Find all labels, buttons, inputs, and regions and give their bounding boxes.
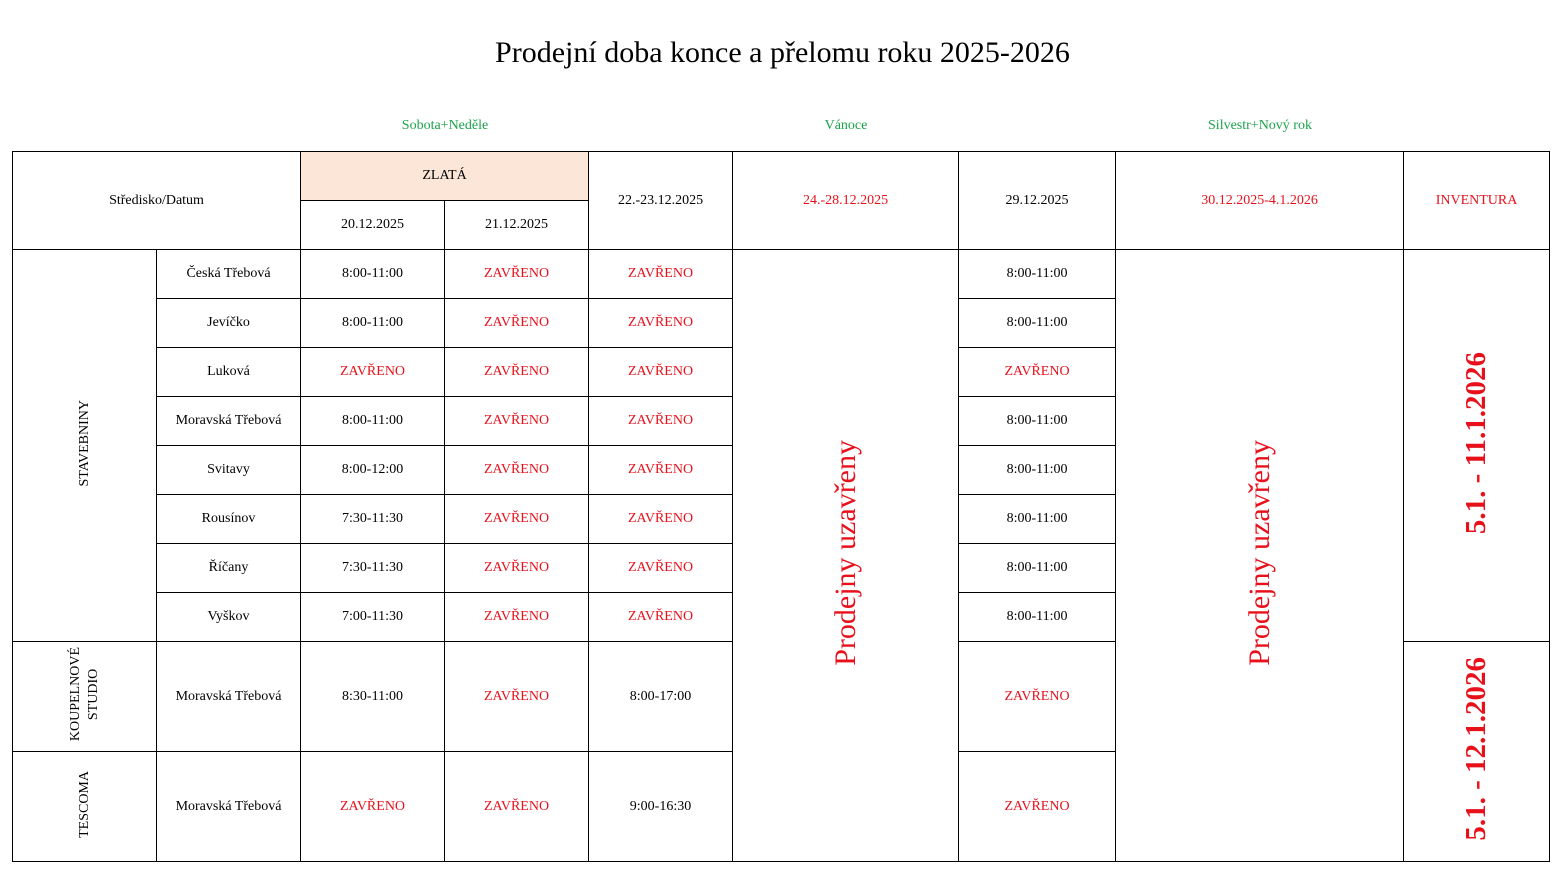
hours-21: ZAVŘENO	[445, 446, 589, 495]
hours-20: 8:00-11:00	[301, 250, 445, 299]
group-koupelnove-text	[67, 647, 103, 741]
header-inventura: INVENTURA	[1404, 152, 1550, 250]
header-date-22-23: 22.-23.12.2025	[589, 152, 733, 250]
hours-22: ZAVŘENO	[589, 495, 733, 544]
header-row	[13, 152, 1550, 201]
stores-closed-label: Prodejny uzavřeny	[1242, 440, 1276, 666]
hours-21: ZAVŘENO	[445, 397, 589, 446]
hours-20: ZAVŘENO	[301, 348, 445, 397]
hours-22: 9:00-16:30	[589, 752, 733, 862]
store-name: Vyškov	[157, 593, 301, 642]
inventura-stavebniny-cell	[1404, 250, 1550, 642]
hours-29: 8:00-11:00	[959, 397, 1116, 446]
group-label-koupelnove-studio	[13, 642, 157, 752]
hours-20: ZAVŘENO	[301, 752, 445, 862]
store-name: Říčany	[157, 544, 301, 593]
hours-22: ZAVŘENO	[589, 348, 733, 397]
stores-closed-label: Prodejny uzavřeny	[828, 440, 862, 666]
schedule-table	[12, 151, 1550, 862]
hours-21: ZAVŘENO	[445, 299, 589, 348]
store-name: Jevíčko	[157, 299, 301, 348]
section-label-weekend: Sobota+Neděle	[401, 118, 489, 133]
hours-21: ZAVŘENO	[445, 348, 589, 397]
hours-29: ZAVŘENO	[959, 752, 1116, 862]
header-date-21: 21.12.2025	[445, 201, 589, 250]
hours-22: 8:00-17:00	[589, 642, 733, 752]
store-name: Moravská Třebová	[157, 642, 301, 752]
hours-29: 8:00-11:00	[959, 446, 1116, 495]
store-name: Rousínov	[157, 495, 301, 544]
hours-21: ZAVŘENO	[445, 593, 589, 642]
header-date-30-4: 30.12.2025-4.1.2026	[1116, 152, 1404, 250]
group-stavebniny-text: STAVEBNINY	[76, 399, 92, 487]
section-label-christmas: Vánoce	[824, 118, 868, 133]
hours-22: ZAVŘENO	[589, 299, 733, 348]
hours-21: ZAVŘENO	[445, 544, 589, 593]
hours-29: ZAVŘENO	[959, 348, 1116, 397]
store-name: Luková	[157, 348, 301, 397]
hours-29: 8:00-11:00	[959, 593, 1116, 642]
christmas-closed-cell	[733, 250, 959, 862]
group-label-stavebniny	[13, 250, 157, 642]
hours-21: ZAVŘENO	[445, 495, 589, 544]
hours-20: 8:00-12:00	[301, 446, 445, 495]
store-name: Moravská Třebová	[157, 752, 301, 862]
page-title: Prodejní doba konce a přelomu roku 2025-2026	[495, 36, 1070, 69]
group-koupelnove-line-2: STUDIO	[85, 668, 101, 720]
group-tescoma-text: TESCOMA	[76, 770, 92, 838]
hours-29: ZAVŘENO	[959, 642, 1116, 752]
inventura-other-cell	[1404, 642, 1550, 862]
hours-20: 7:30-11:30	[301, 544, 445, 593]
hours-22: ZAVŘENO	[589, 250, 733, 299]
hours-20: 8:00-11:00	[301, 299, 445, 348]
hours-22: ZAVŘENO	[589, 397, 733, 446]
hours-29: 8:00-11:00	[959, 495, 1116, 544]
hours-20: 8:00-11:00	[301, 397, 445, 446]
inventura-date-1: 5.1. - 11.1.2026	[1460, 351, 1493, 535]
hours-21: ZAVŘENO	[445, 752, 589, 862]
section-label-newyear: Silvestr+Nový rok	[1208, 118, 1312, 133]
header-date-29: 29.12.2025	[959, 152, 1116, 250]
newyear-closed-cell	[1116, 250, 1404, 862]
group-koupelnove-line-1: KOUPELNOVÉ	[67, 646, 83, 742]
hours-29: 8:00-11:00	[959, 250, 1116, 299]
hours-22: ZAVŘENO	[589, 446, 733, 495]
header-date-20: 20.12.2025	[301, 201, 445, 250]
hours-20: 8:30-11:00	[301, 642, 445, 752]
table-row	[13, 250, 1550, 299]
hours-29: 8:00-11:00	[959, 544, 1116, 593]
group-label-tescoma	[13, 752, 157, 862]
store-name: Svitavy	[157, 446, 301, 495]
hours-20: 7:30-11:30	[301, 495, 445, 544]
header-station-date: Středisko/Datum	[13, 152, 301, 250]
hours-20: 7:00-11:30	[301, 593, 445, 642]
store-name: Česká Třebová	[157, 250, 301, 299]
hours-22: ZAVŘENO	[589, 544, 733, 593]
hours-22: ZAVŘENO	[589, 593, 733, 642]
hours-21: ZAVŘENO	[445, 642, 589, 752]
header-zlata: ZLATÁ	[301, 152, 589, 201]
header-date-24-28: 24.-28.12.2025	[733, 152, 959, 250]
hours-21: ZAVŘENO	[445, 250, 589, 299]
hours-29: 8:00-11:00	[959, 299, 1116, 348]
inventura-date-2: 5.1. - 12.1.2026	[1460, 657, 1493, 841]
store-name: Moravská Třebová	[157, 397, 301, 446]
